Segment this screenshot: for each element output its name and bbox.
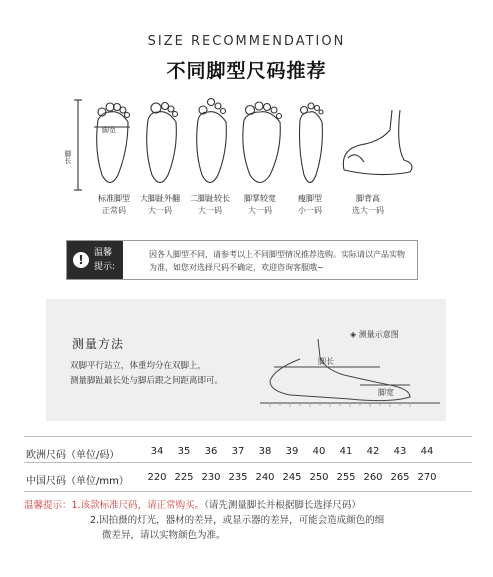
tip-box bbox=[66, 240, 418, 280]
eu-size: 34 bbox=[150, 446, 164, 457]
table-top-rule bbox=[24, 436, 472, 437]
eu-size: 43 bbox=[393, 446, 407, 457]
cn-label: 中国尺码（单位/mm） bbox=[26, 476, 129, 487]
tip-text: 因各人脚型不同，请参考以上不同脚型情况推荐选购。实际请以产品实物为准，如您对选择尺码不确定，欢迎咨询客服哦~ bbox=[149, 250, 405, 272]
eu-label: 欧洲尺码（单位/码） bbox=[26, 450, 120, 461]
foot-measure-diagram bbox=[260, 339, 440, 409]
eu-size: 40 bbox=[312, 446, 326, 457]
eu-size: 37 bbox=[231, 446, 245, 457]
tip-badge bbox=[67, 241, 123, 279]
foot-caption-5: 瘦脚型 小一码 bbox=[298, 194, 322, 215]
cn-size: 240 bbox=[255, 472, 275, 483]
title-en: SIZE RECOMMENDATION bbox=[147, 34, 346, 49]
foot-caption-4: 脚掌较宽 大一码 bbox=[244, 194, 276, 215]
cn-size: 235 bbox=[228, 472, 248, 483]
measure-instructions: 双脚平行站立，体重均分在双脚上， 测量脚趾最长处与脚后跟之间距离即可。 bbox=[70, 361, 224, 386]
diagram-length-label: 脚长 bbox=[318, 357, 334, 366]
note-line-2: 2.因拍摄的灯光，器材的差异，或显示器的差异，可能会造成颜色的细 bbox=[90, 515, 385, 526]
table-bottom-rule bbox=[24, 491, 472, 492]
length-label: 脚长 bbox=[64, 150, 72, 164]
width-label: 脚宽 bbox=[102, 126, 116, 134]
foot-caption-1: 标准脚型 正常码 bbox=[98, 194, 130, 215]
table-mid-rule bbox=[24, 462, 472, 463]
note-line-3: 微差异，请以实物颜色为准。 bbox=[102, 530, 226, 541]
measure-panel bbox=[46, 299, 446, 421]
eu-size: 36 bbox=[204, 446, 218, 457]
cn-size: 245 bbox=[282, 472, 302, 483]
diagram-width-label: 脚宽 bbox=[378, 388, 394, 397]
title-cn: 不同脚型尺码推荐 bbox=[166, 60, 327, 82]
table-row-eu bbox=[24, 444, 472, 462]
eu-size: 38 bbox=[258, 446, 272, 457]
cn-size: 250 bbox=[309, 472, 329, 483]
notes bbox=[24, 498, 476, 543]
note-line-1: 温馨提示：1.该款标准尺码，请正常购买。（请先测量脚长并根据脚长选择尺码） bbox=[24, 500, 361, 511]
cn-size: 260 bbox=[363, 472, 383, 483]
table-row-cn bbox=[24, 470, 472, 488]
eu-size: 39 bbox=[285, 446, 299, 457]
cn-size: 225 bbox=[174, 472, 194, 483]
exclamation-icon: ! bbox=[73, 252, 89, 268]
eu-size: 42 bbox=[366, 446, 380, 457]
cn-size: 220 bbox=[147, 472, 167, 483]
eu-size: 41 bbox=[339, 446, 353, 457]
tip-badge-label: 温馨 提示: bbox=[94, 248, 116, 272]
eu-size: 35 bbox=[177, 446, 191, 457]
foot-caption-6: 脚背高 选大一码 bbox=[352, 194, 384, 215]
foot-caption-3: 二脚趾较长 大一码 bbox=[190, 194, 230, 215]
foot-caption-2: 大脚趾外翻 大一码 bbox=[140, 194, 180, 215]
cn-size: 230 bbox=[201, 472, 221, 483]
measure-legend: ◈ 测量示意图 bbox=[350, 330, 399, 339]
cn-size: 255 bbox=[336, 472, 356, 483]
eu-size: 44 bbox=[420, 446, 434, 457]
measure-title: 测量方法 bbox=[72, 337, 125, 351]
cn-size: 265 bbox=[390, 472, 410, 483]
cn-size: 270 bbox=[417, 472, 437, 483]
